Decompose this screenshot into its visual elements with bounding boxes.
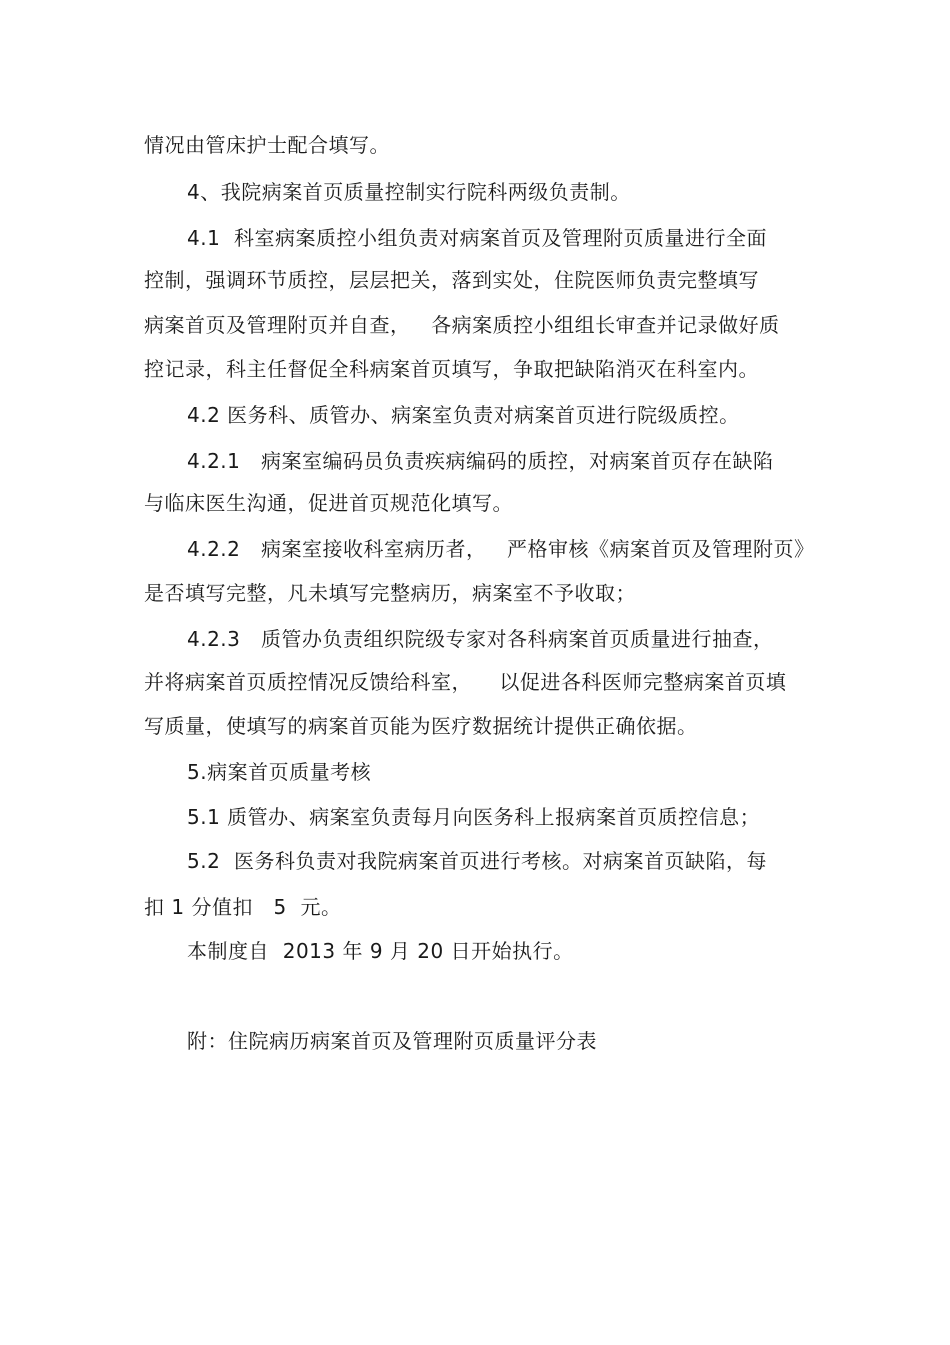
text-line-4-2-3-b: 并将病案首页质控情况反馈给科室， 以促进各科医师完整病案首页填 xyxy=(144,670,787,694)
text-line-5-1: 5.1 质管办、病案室负责每月向医务科上报病案首页质控信息； xyxy=(187,805,761,829)
text-line-4-2-2-a: 4.2.2 病案室接收科室病历者， 严格审核《病案首页及管理附页》 xyxy=(187,537,815,561)
text-line-4-2-1-a: 4.2.1 病案室编码员负责疾病编码的质控，对病案首页存在缺陷 xyxy=(187,449,774,473)
text-line-4-2-2-b: 是否填写完整，凡未填写完整病历，病案室不予收取； xyxy=(144,581,636,605)
text-line-4-1-c: 病案首页及管理附页并自查， 各病案质控小组组长审查并记录做好质 xyxy=(144,313,780,337)
text-line-5-2-a: 5.2 医务科负责对我院病案首页进行考核。对病案首页缺陷，每 xyxy=(187,849,768,873)
section-4-heading: 4、我院病案首页质量控制实行院科两级负责制。 xyxy=(187,180,631,204)
text-line-4-1-a: 4.1 科室病案质控小组负责对病案首页及管理附页质量进行全面 xyxy=(187,226,768,250)
text-line-4-2-1-b: 与临床医生沟通，促进首页规范化填写。 xyxy=(144,491,513,515)
section-4-2-heading: 4.2 医务科、质管办、病案室负责对病案首页进行院级质控。 xyxy=(187,403,740,427)
effective-date-line: 本制度自 2013 年 9 月 20 日开始执行。 xyxy=(187,939,574,963)
text-line-4-1-b: 控制，强调环节质控，层层把关，落到实处，住院医师负责完整填写 xyxy=(144,268,759,292)
text-line-4-1-d: 控记录，科主任督促全科病案首页填写，争取把缺陷消灭在科室内。 xyxy=(144,357,759,381)
section-5-heading: 5.病案首页质量考核 xyxy=(187,760,372,784)
text-line-4-2-3-c: 写质量，使填写的病案首页能为医疗数据统计提供正确依据。 xyxy=(144,714,698,738)
attachment-line: 附：住院病历病案首页及管理附页质量评分表 xyxy=(187,1029,597,1053)
text-line-5-2-b: 扣 1 分值扣 5 元。 xyxy=(144,895,342,919)
text-line-4-2-3-a: 4.2.3 质管办负责组织院级专家对各科病案首页质量进行抽查， xyxy=(187,627,774,651)
text-line-1: 情况由管床护士配合填写。 xyxy=(144,133,390,157)
